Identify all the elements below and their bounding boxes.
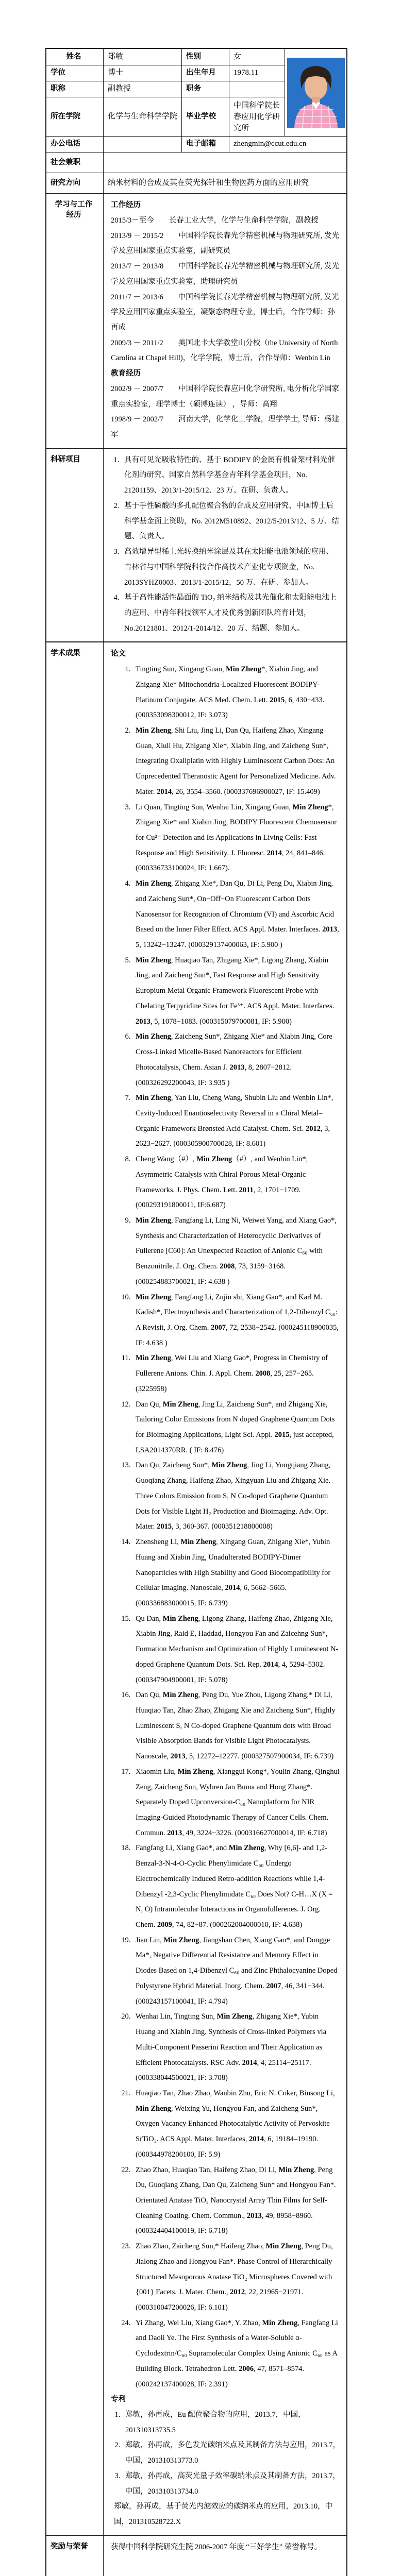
duty-value bbox=[229, 81, 285, 97]
awards-label: 奖励与荣誉 bbox=[51, 2542, 88, 2551]
row-degree-birth bbox=[46, 65, 285, 81]
project-item: 2. 基于手性磷酸的多孔配位聚合物的合成及应用研究、中国博士后科学基金面上资助，No. 2012M510892、2012/5-2013/12、5 万、结题、负责人。 bbox=[121, 499, 340, 545]
row-achievements bbox=[46, 641, 346, 2535]
row-projects bbox=[46, 448, 346, 642]
projects-list bbox=[111, 453, 340, 637]
paper-item: 17. Xiaomin Liu, Min Zheng, Xianggui Kong*, Youlin Zhang, Qinghui Zeng, Zaicheng Sun, Wybren Jan Buma and Hong Zhang*. Separately Doped Upconversion-C₆₀ Nanoplatform for NIR Imaging-Guided Photodynamic Therapy of Cancer Cells. Chem. Commun. 2013, 49, 3224−3226. (000316627000014, IF: 6.718) bbox=[132, 1765, 340, 1841]
paper-item: 15. Qu Dan, Min Zheng, Ligong Zhang, Haifeng Zhao, Zhigang Xie, Xiabin Jing, Raid E, Haddad, Hongyou Fan and Zaicehng Sun*, Formation Mechanism and Optimization of Highly Luminescent N-doped Graphene Quantum Dots. Sci. Rep. 2014, 4, 5294–5302. (000347904900001, IF: 5.078) bbox=[132, 1612, 340, 1688]
title-value: 副教授 bbox=[103, 81, 181, 97]
degree-label: 学位 bbox=[51, 69, 65, 77]
paper-item: 8. Cheng Wang（#）, Min Zheng（#）, and Wenbin Lin*, Asymmetric Catalysis with Chiral Porous Metal-Organic Frameworks. J. Phys. Chem. Lett. 2011, 2, 1701−1709. (000293191800011, IF:6.687) bbox=[132, 1152, 340, 1213]
college-value: 化学与生命科学学院 bbox=[103, 97, 181, 136]
work-history-item: 2015/3－至今 长春工业大学，化学与生命科学学院，副教授 bbox=[111, 216, 319, 225]
patent-item: 3. 郑敏，孙再成，高荧光量子效率碳纳米点及其制备方法，2013.7，中国，201310313734.0 bbox=[122, 2469, 340, 2499]
email-value: zhengmin@ccut.edu.cn bbox=[229, 137, 346, 152]
paper-item: 9. Min Zheng, Fangfang Li, Ling Ni, Weiwei Yang, and Xiang Gao*, Synthesis and Characterization of Heterocyclic Derivatives of Fullerene [C60]: An Unexpected Reaction of Anionic C₆₀ with Benzonitrile. J. Org. Chem. 2008, 73, 3159−3168. (000254883700021, IF: 4.638 ) bbox=[132, 1213, 340, 1290]
row-college-school bbox=[46, 97, 285, 136]
work-history-item: 2013/7 － 2013/8 中国科学院长春光学精密机械与物理研究所, 发光学及应用国家重点实验室，助理研究员 bbox=[111, 262, 340, 286]
education-history-item: 2002/9 － 2007/7 中国科学院长春应用化学研究所, 电分析化学国家重点实验室，理学博士（硕博连读） ，导师：高翔 bbox=[111, 384, 340, 409]
row-awards bbox=[46, 2535, 346, 2576]
office-phone-value bbox=[103, 137, 181, 152]
social-positions-value bbox=[103, 152, 346, 173]
paper-item: 3. Li Quan, Tingting Sun, Wenhai Lin, Xingang Guan, Min Zheng*, Zhigang Xie* and Xiabin Jing, BODIPY Fluorescent Chemosensor for Cu²⁺ Detection and Its Applications in Living Cells: Fast Response and High Sensitivity. J. Fluoresc. 2014, 24, 841–846. (000336733100024, IF: 1.667). bbox=[132, 800, 340, 877]
research-direction-value: 纳米材料的合成及其在荧光探针和生物医药方面的应用研究 bbox=[103, 173, 346, 193]
office-phone-label: 办公电话 bbox=[51, 140, 80, 148]
birth-date-label: 出生年月 bbox=[181, 65, 229, 81]
project-item: 4. 基于高性能活性晶面的 TiO₂ 纳米结构及其光催化和太阳能电池上的应用、中青年科技领军人才及优秀创新团队培育计划，No.20121801、2012/1-2014/12、20 万、结题、参加人。 bbox=[121, 590, 340, 636]
project-item: 3. 高效增异型稀土光转换纳米涂层及其在太阳能电池领域的应用、吉林省与中国科学院科技合作高技术产业化专项资金，No. 2013SYHZ0003、2013/1-2015/12，50 万、在研、参加人。 bbox=[121, 545, 340, 590]
patent-item: 2. 郑敏，孙再成，多色发光碳纳米点及其制备方法与应用，2013.7，中国，201310313773.0 bbox=[122, 2438, 340, 2468]
education-history-item: 1998/9 － 2002/7 河南大学，化学化工学院，理学学士, 导师：杨建军 bbox=[111, 415, 340, 439]
paper-item: 21. Huaqiao Tan, Zhao Zhao, Wanbin Zhu, Eric N. Coker, Binsong Li, Min Zheng, Weixing Yu, Hongyou Fan, and Zaicheng Sun*, Oxygen Vacancy Enhanced Photocatalytic Activity of Pervoskite SrTiO₃. ACS Appl. Mater. Interfaces, 2014, 6, 19184–19190. (000344978200100, IF: 5.9) bbox=[132, 2086, 340, 2163]
paper-item: 2. Min Zheng, Shi Liu, Jing Li, Dan Qu, Haifeng Zhao, Xingang Guan, Xiuli Hu, Zhigang Xie*, Xiabin Jing, and Zaicheng Sun*, Integrating Oxaliplatin with Highly Luminescent Carbon Dots: An Unprecedented Theranostic Agent for Personalized Medicine. Adv. Mater. 2014, 26, 3554–3560. (000337696900027, IF: 15.409) bbox=[132, 723, 340, 800]
row-social bbox=[46, 152, 346, 173]
college-label: 所在学院 bbox=[51, 112, 80, 121]
paper-item: 23. Zhao Zhao, Zaicheng Sun,* Haifeng Zhao, Min Zheng, Peng Du, Jialong Zhao and Hongyou Fan*. Phase Control of Hierarchically Structured Mesoporous Anatase TiO₂ Microspheres Covered with {001} Facets. J. Mater. Chem., 2012, 22, 21965−21971. (000310047200026, IF: 6.101) bbox=[132, 2239, 340, 2316]
graduate-school-label: 毕业学校 bbox=[181, 97, 229, 136]
row-experience bbox=[46, 193, 346, 448]
experience-content bbox=[103, 194, 346, 448]
paper-item: 22. Zhao Zhao, Huaqiao Tan, Haifeng Zhao, Di Li, Min Zheng, Peng Du, Guoqiang Zhang, Dan Qu, Zaicheng Sun* and Hongyou Fan*. Orientated Anatase TiO₂ Nanocrystal Array Thin Films for Self-Cleaning Coating. Chem. Commun., 2013, 49, 8958−8960. (000324404100019, IF: 6.718) bbox=[132, 2163, 340, 2240]
paper-item: 11. Min Zheng, Wei Liu and Xiang Gao*, Progress in Chemistry of Fullerene Anions. Chin. J. Appl. Chem. 2008, 25, 257−265. (3225958) bbox=[132, 1351, 340, 1397]
title-label: 职称 bbox=[51, 84, 65, 93]
project-item: 1. 具有可见光吸收特性的、基于 BODIPY 的金属有机骨架材料光催化剂的研究、国家自然科学基金青年科学基金项目，No. 21201159、2013/1-2015/12、23 万、在研、负责人。 bbox=[121, 453, 340, 499]
paper-item: 24. Yi Zhang, Wei Liu, Xiang Gao*, Y. Zhao, Min Zheng, Fangfang Li and Daoli Ye. The First Synthesis of a Water-Soluble α-Cyclodextrin/C₆₀ Supramolecular Complex Using Anionic C₆₀ as A Building Block. Tetrahedron Lett. 2006, 47, 8571–8574. (000242137400028, IF: 2.391) bbox=[132, 2316, 340, 2393]
experience-label-line1: 学习与工作 bbox=[55, 200, 93, 209]
paper-item: 20. Wenhai Lin, Tingting Sun, Min Zheng, Zhigang Xie*, Yubin Huang and Xiabin Jing. Synthesis of Cross-linked Polymers via Multi-Component Passerini Reaction and Their Application as Efficient Photocatalysts. RSC Adv. 2014, 4, 25114−25117. (000338044500021, IF: 3.708) bbox=[132, 2009, 340, 2086]
patents-list bbox=[111, 2408, 340, 2499]
patent-item-extra: 郑敏，孙再成，基于荧光内滤效应的碳纳米点的应用，2013.10，中国，201310528722.X bbox=[114, 2502, 333, 2527]
social-positions-label: 社会兼职 bbox=[51, 158, 80, 166]
achievements-content bbox=[103, 642, 346, 2535]
work-history-item: 2009/3 － 2011/2 美国北卡大学教堂山分校（the University of North Carolina at Chapel Hill)，化学学院，博士后，合作导师：Wenbin Lin bbox=[111, 338, 338, 363]
experience-label-line2: 经历 bbox=[66, 210, 81, 219]
patent-item: 1. 郑敏，孙再成，Eu 配位聚合物的应用，2013.7，中国，201310313735.5 bbox=[122, 2408, 340, 2438]
paper-item: 4. Min Zheng, Zhigang Xie*, Dan Qu, Di Li, Peng Du, Xiabin Jing, and Zaicheng Sun*, On−Off−On Fluorescent Carbon Dots Nanosensor for Recognition of Chromium (VI) and Ascorbic Acid Based on the Inner Filter Effect. ACS Appl. Mater. Interfaces. 2013, 5, 13242−13247. (000329137400063, IF: 5.900 ) bbox=[132, 876, 340, 953]
papers-list bbox=[111, 662, 340, 2392]
graduate-school-value: 中国科学院长春应用化学研究所 bbox=[229, 97, 285, 136]
work-history-item: 2011/7 － 2013/6 中国科学院长春光学精密机械与物理研究所, 发光学及应用国家重点实验室，凝聚态物理专业，博士后，合作导师：孙再成 bbox=[111, 293, 339, 332]
basic-info-left bbox=[46, 49, 285, 136]
paper-item: 12. Dan Qu, Min Zheng, Jing Li, Zaicheng Sun*, and Zhigang Xie, Tailoring Color Emissions from N doped Graphene Quantum Dots for Bioimaging Applications, Light Sci. Appl. 2015, just accepted, LSA2014370RR. ( IF: 8.476) bbox=[132, 1397, 340, 1459]
row-name-gender bbox=[46, 49, 285, 65]
work-history-heading: 工作经历 bbox=[111, 201, 141, 210]
paper-item: 16. Dan Qu, Min Zheng, Peng Du, Yue Zhou, Ligong Zhang,* Di Li, Huaqiao Tan, Zhao Zhao, Zhigang Xie and Zaicheng Sun*, Highly Luminescent S, N Co-doped Graphene Quantum dots with Broad Visible Absorption Bands for Visible Light Photocatalysts. Nanoscale, 2013, 5, 12272–12277. (000327507900034, IF: 6.739) bbox=[132, 1688, 340, 1765]
row-title-duty bbox=[46, 81, 285, 97]
paper-item: 5. Min Zheng, Huaqiao Tan, Zhigang Xie*, Ligong Zhang, Xiabin Jing, and Zaicheng Sun*, Fast Response and High Sensitivity Europium Metal Organic Framework Fluorescent Probe with Chelating Terpyridine Sites for Fe³⁺. ACS Appl. Mater. Interfaces. 2013, 5, 1078−1083. (000315079700081, IF: 5.900) bbox=[132, 953, 340, 1030]
projects-label: 科研项目 bbox=[51, 455, 80, 464]
row-research-direction bbox=[46, 173, 346, 193]
degree-value: 博士 bbox=[103, 65, 181, 81]
experience-label bbox=[46, 194, 103, 448]
profile-photo bbox=[285, 49, 346, 136]
paper-item: 13. Dan Qu, Zaicheng Sun*, Min Zheng, Jing Li, Yongqiang Zhang, Guoqiang Zhang, Haifeng Zhao, Xingyuan Liu and Zhigang Xie. Three Colors Emission from S, N Co-doped Graphene Quantum Dots for Visible Light H₂ Production and Bioimaging. Adv. Opt. Mater. 2015, 3, 360-367. (000351218800008) bbox=[132, 1458, 340, 1535]
row-phone-email bbox=[46, 136, 346, 152]
achievements-label: 学术成果 bbox=[51, 649, 80, 658]
work-history-item: 2013/9 － 2015/2 中国科学院长春光学精密机械与物理研究所, 发光学及应用国家重点实验室，副研究员 bbox=[111, 231, 340, 256]
profile-photo-image bbox=[287, 58, 345, 128]
awards-value: 获得中国科学院研究生院 2006-2007 年度 “三好学生” 荣誉称号。 bbox=[103, 2536, 346, 2576]
birth-date-value: 1978.11 bbox=[229, 65, 285, 81]
work-history-list bbox=[111, 213, 340, 366]
gender-label: 性别 bbox=[181, 49, 229, 65]
paper-item: 14. Zhensheng Li, Min Zheng, Xingang Guan, Zhigang Xie*, Yubin Huang and Xiabin Jing, Unadulterated BODIPY-Dimer Nanoparticles with High Stability and Good Biocompatibility for Cellular Imaging. Nanoscale, 2014, 6, 5662–5665. (000336883000015, IF: 6.739) bbox=[132, 1535, 340, 1612]
name-label: 姓名 bbox=[66, 52, 81, 61]
research-direction-label: 研究方向 bbox=[51, 178, 80, 187]
papers-heading: 论文 bbox=[111, 650, 126, 658]
paper-item: 10. Min Zheng, Fangfang Li, Zujin shi, Xiang Gao*, and Karl M. Kadish*, Electroynthesis and Characterization of 1,2-Dibenzyl C₆₀: A Revisit, J. Org. Chem. 2007, 72, 2538−2542. (000245118900035, IF: 4.638 ) bbox=[132, 1290, 340, 1351]
name-value: 郑敏 bbox=[103, 49, 181, 65]
projects-content bbox=[103, 449, 346, 642]
paper-item: 6. Min Zheng, Zaicheng Sun*, Zhigang Xie* and Xiabin Jing, Core Cross-Linked Micelle-Based Nanoreactors for Efficient Photocatalysis, Chem. Asian J. 2013, 8, 2807−2812. (000326292200043, IF: 3.935 ) bbox=[132, 1029, 340, 1091]
education-history-list bbox=[111, 382, 340, 443]
paper-item: 19. Jian Lin, Min Zheng, Jiangshan Chen, Xiang Gao*, and Dongge Ma*, Negative Differential Resistance and Memory Effect in Diodes Based on 1,4-Dibenzyl C₆₀ and Zinc Phthalocyanine Doped Polystyrene Hybrid Material. Inorg. Chem. 2007, 46, 341−344. (000243157100041, IF: 4.794) bbox=[132, 1933, 340, 2010]
paper-item: 1. Tingting Sun, Xingang Guan, Min Zheng*, Xiabin Jing, and Zhigang Xie* Mitochondria-Localized Fluorescent BODIPY-Platinum Conjugate. ACS Med. Chem. Lett. 2015, 6, 430−433. (000353098300012, IF: 3.073) bbox=[132, 662, 340, 723]
basic-info-block bbox=[46, 49, 346, 136]
email-label: 电子邮箱 bbox=[181, 137, 229, 152]
patents-heading: 专利 bbox=[111, 2395, 126, 2404]
gender-value: 女 bbox=[229, 49, 285, 65]
duty-label: 职务 bbox=[181, 81, 229, 97]
education-history-heading: 教育经历 bbox=[111, 369, 141, 378]
cv-table bbox=[45, 48, 347, 2576]
paper-item: 18. Fangfang Li, Xiang Gao*, and Min Zheng, Why [6,6]- and 1,2-Benzal-3-N-4-O-Cyclic Phenylimidate C₆₀ Undergo Electrochemically Induced Retro-addition Reactions while 1,4-Dibenzyl -2,3-Cyclic Phenylimidate C₆₀ Does Not? C-H…X (X = N, O) Intramolecular Interactions in Organofullerenes. J. Org. Chem. 2009, 74, 82−87. (000262004000010, IF: 4.638) bbox=[132, 1841, 340, 1933]
paper-item: 7. Min Zheng, Yan Liu, Cheng Wang, Shubin Liu and Wenbin Lin*, Cavity-Induced Enantioselectivity Reversal in a Chiral Metal–Organic Framework Brønsted Acid Catalyst. Chem. Sci. 2012, 3, 2623−2627. (000305900700028, IF: 8.601) bbox=[132, 1091, 340, 1152]
